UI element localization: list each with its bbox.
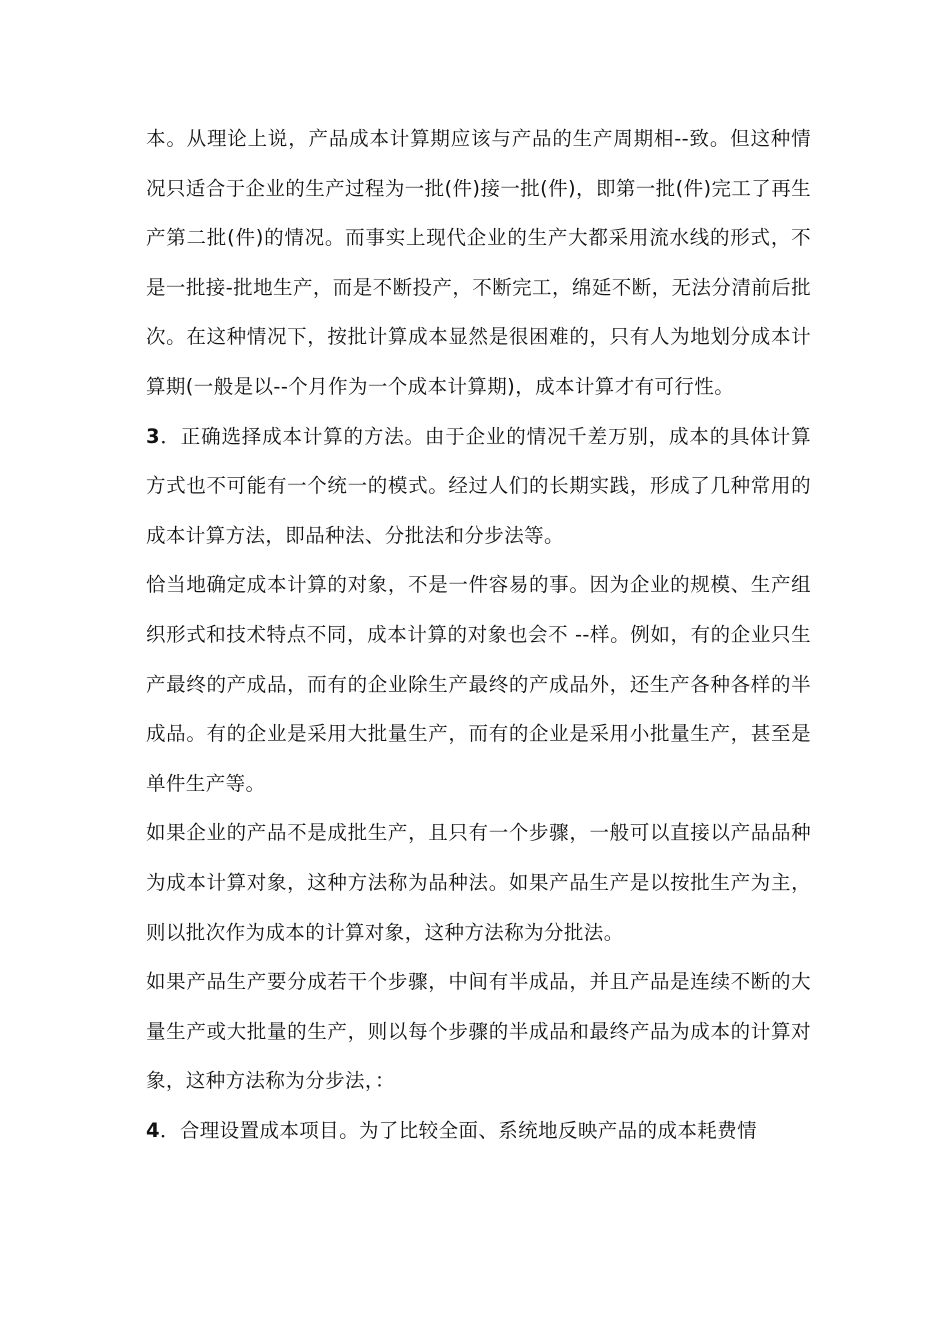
paragraph-6-number: 4: [146, 1118, 160, 1142]
paragraph-6: [146, 1106, 811, 1156]
document-body: [146, 114, 811, 1155]
paragraph-5-text: 如果产品生产要分成若干个步骤，中间有半成品，并且产品是连续不断的大量生产或大批量的生产，则以每个步骤的半成品和最终产品为成本的计算对象，这种方法称为分步法，：: [146, 970, 811, 1093]
paragraph-2-number: 3: [146, 424, 160, 448]
paragraph-2: [146, 412, 811, 561]
paragraph-2-text: ．正确选择成本计算的方法。由于企业的情况千差万别，成本的具体计算方式也不可能有一个统一的模式。经过人们的长期实践，形成了几种常用的成本计算方法，即品种法、分批法和分步法等。: [146, 424, 811, 547]
paragraph-6-text: ．合理设置成本项目。为了比较全面、系统地反映产品的成本耗费情: [159, 1118, 757, 1142]
paragraph-4: [146, 808, 811, 957]
paragraph-3: [146, 560, 811, 808]
paragraph-1-text: 本。从理论上说，产品成本计算期应该与产品的生产周期相--致。但这种情况只适合于企业的生产过程为一批(件)接一批(件)，即第一批(件)完工了再生产第二批(件)的情况。而事实上现代企业的生产大都采用流水线的形式，不是一批接-批地生产，而是不断投产，不断完工，绵延不断，无法分清前后批次。在这种情况下，按批计算成本显然是很困难的，只有人为地划分成本计算期(一般是以--个月作为一个成本计算期)，成本计算才有可行性。: [146, 127, 811, 398]
paragraph-3-text: 恰当地确定成本计算的对象，不是一件容易的事。因为企业的规模、生产组织形式和技术特点不同，成本计算的对象也会不 --样。例如，有的企业只生产最终的产成品，而有的企业除生产最终的产成品外，还生产各种各样的半成品。有的企业是采用大批量生产，而有的企业是采用小批量生产，甚至是单件生产等。: [146, 573, 811, 795]
paragraph-4-text: 如果企业的产品不是成批生产，且只有一个步骤，一般可以直接以产品品种为成本计算对象，这种方法称为品种法。如果产品生产是以按批生产为主，则以批次作为成本的计算对象，这种方法称为分批法。: [146, 821, 811, 944]
paragraph-5: [146, 957, 811, 1106]
paragraph-1: [146, 114, 811, 412]
